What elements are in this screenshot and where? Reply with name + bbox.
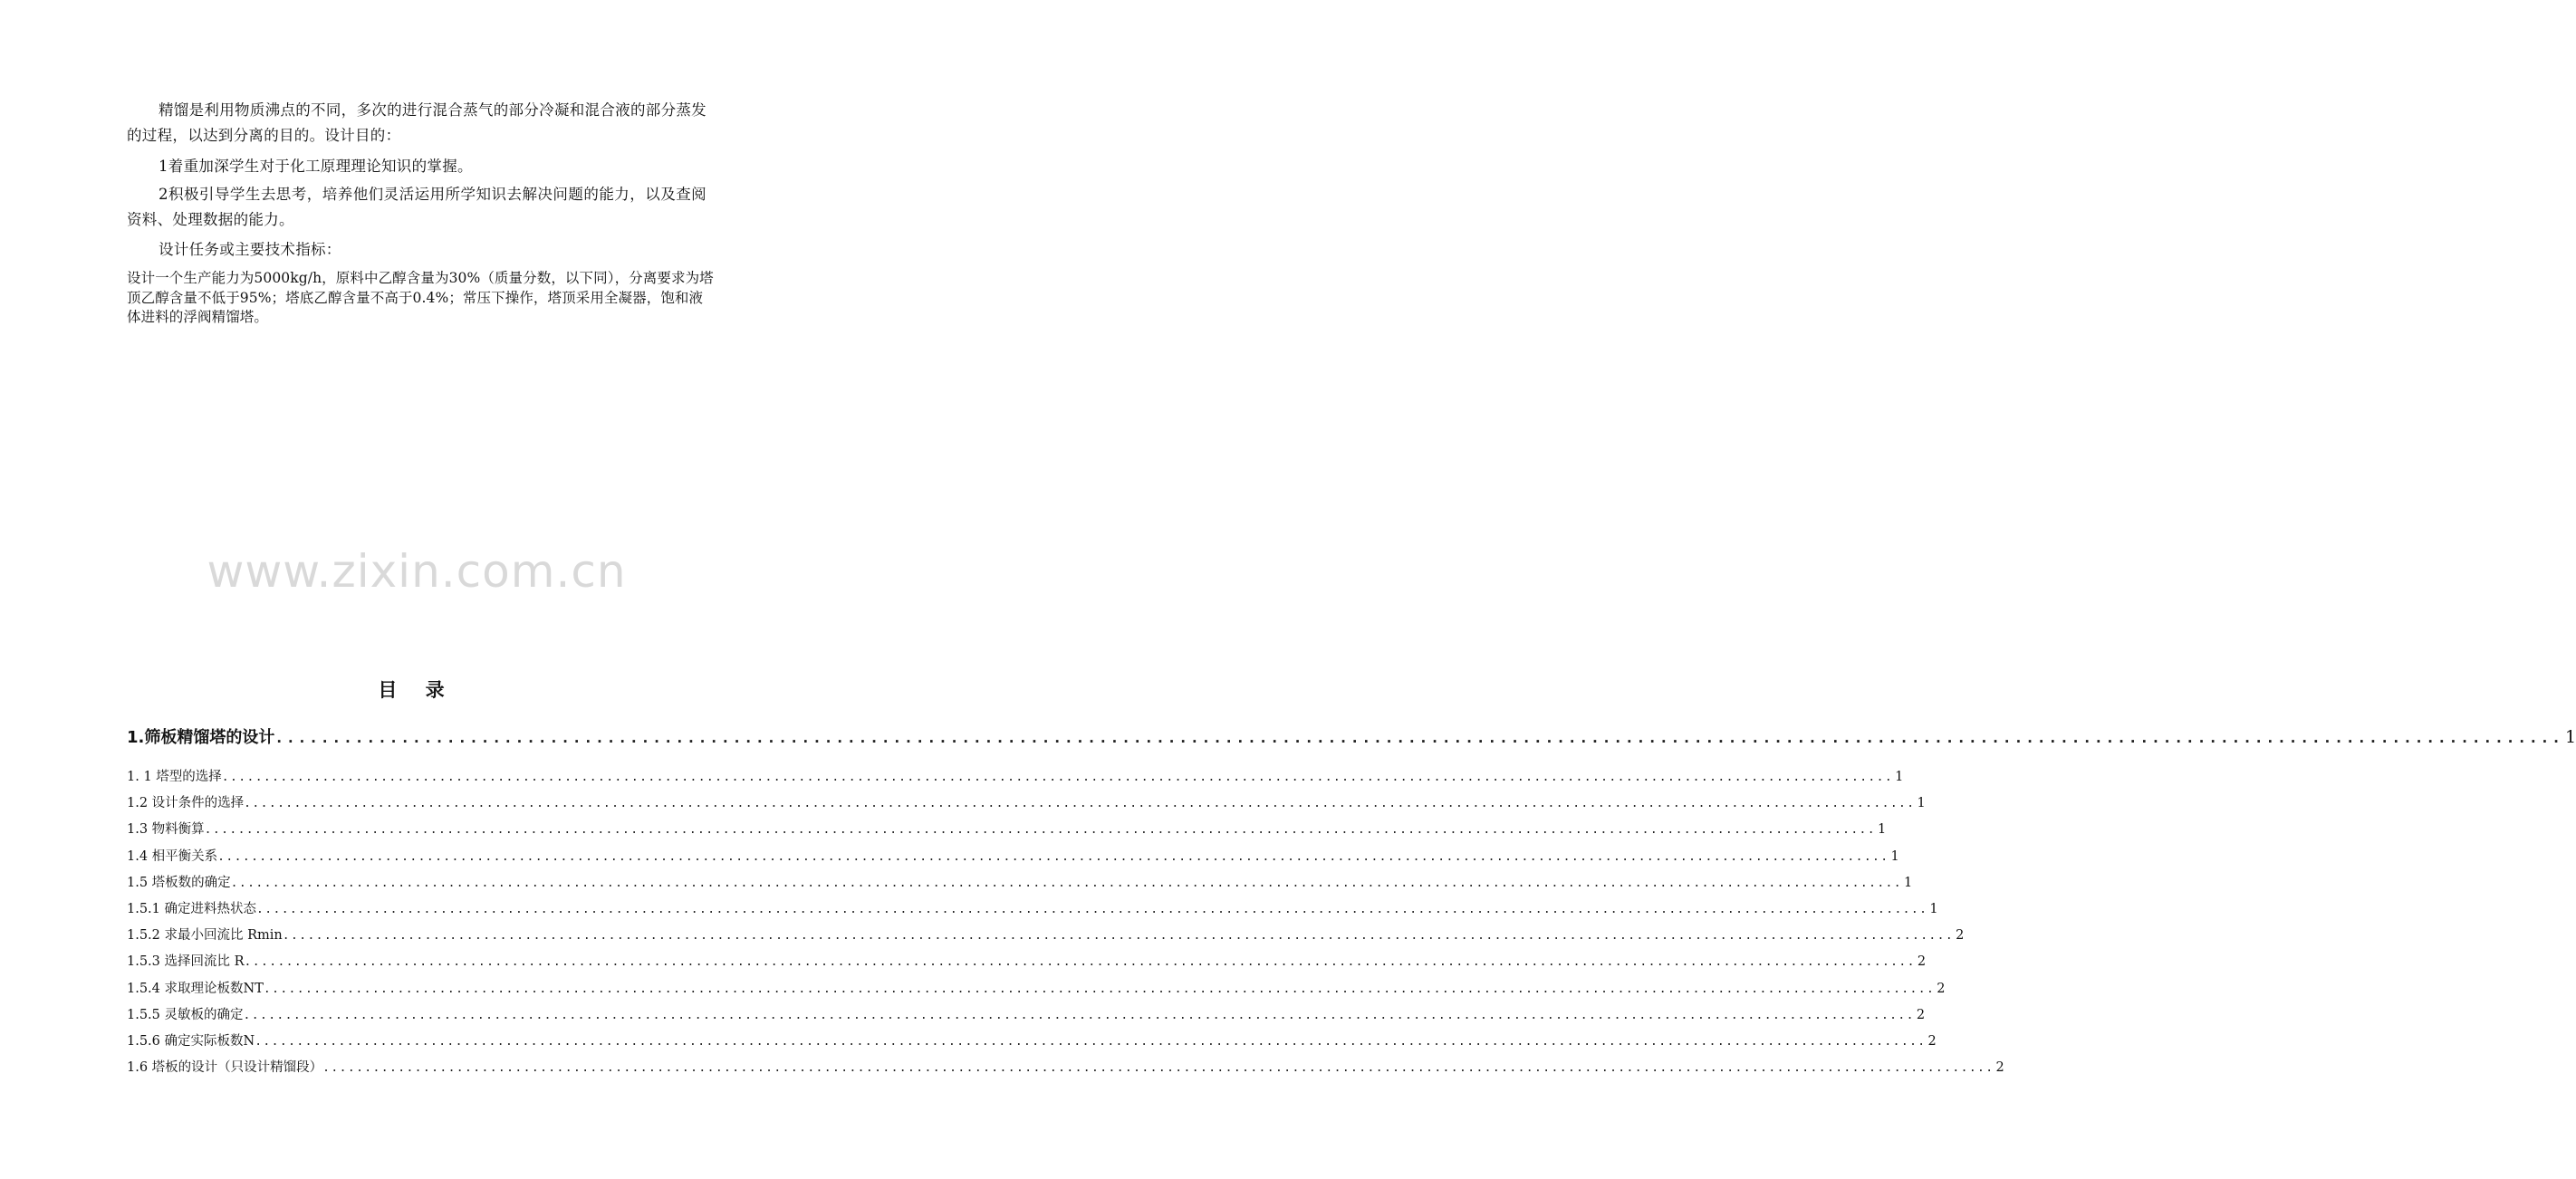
toc-title: 目 录	[378, 679, 456, 701]
toc-entry-label: 1. 1 塔型的选择	[127, 770, 222, 784]
toc-leader-dots: ........................................................................................................................................................................................................	[230, 876, 1903, 890]
toc-leader-dots: ........................................................................................................................................................................................................	[204, 823, 1877, 838]
toc-entry-page: 2	[1916, 1007, 1926, 1022]
toc-leader-dots: ........................................................................................................................................................................................................	[256, 903, 1928, 916]
toc-entry-label: 1.5.4 求取理论板数NT	[127, 981, 264, 996]
toc-entry-page: 1	[1929, 902, 1938, 916]
toc-entry-page: 1	[1917, 796, 1926, 811]
toc-entry-page: 1	[1895, 770, 1904, 784]
toc-entry-page: 1	[1890, 848, 1899, 864]
toc-entry[interactable]	[127, 898, 1938, 917]
design-task-paragraph: 设计一个生产能力为5000kg/h，原料中乙醇含量为30%（质量分数，以下同），分离要求为塔顶乙醇含量不低于95%；塔底乙醇含量不高于0.4%；常压下操作，塔顶采用全凝器，饱和液体进料的浮阀精馏塔。	[127, 270, 714, 325]
toc-leader-dots: ........................................................................................................................................................................................................	[322, 1061, 1994, 1076]
toc-leader-dots: ........................................................................................................................................................................................................	[244, 955, 1916, 970]
toc-leader-dots: ........................................................................................................................................................................................................	[217, 849, 1889, 864]
toc-entry-label: 1.5.6 确定实际板数N	[127, 1034, 255, 1049]
toc-leader-dots: ........................................................................................................................................................................................................	[243, 1008, 1915, 1022]
toc-entry-label: 1.5.5 灵敏板的确定	[127, 1007, 244, 1022]
toc-leader-dots: ........................................................................................................................................................................................................	[274, 729, 2563, 746]
toc-entry[interactable]	[127, 925, 1965, 944]
toc-entry-page: 2	[1927, 1034, 1937, 1049]
toc-entry-label: 1.4 相平衡关系	[127, 848, 218, 864]
toc-entry-page: 2	[1917, 954, 1927, 970]
toc-entry-page: 2	[1995, 1060, 2004, 1076]
intro-paragraph-2: 1着重加深学生对于化工原理理论知识的掌握。	[159, 158, 473, 175]
intro-paragraph-1: 精馏是利用物质沸点的不同，多次的进行混合蒸气的部分冷凝和混合液的部分蒸发的过程，以达到分离的目的。设计目的：	[127, 101, 706, 144]
toc-entry[interactable]	[127, 1004, 1926, 1023]
toc-entry[interactable]	[127, 872, 1913, 891]
toc-entry-label: 1.5.2 求最小回流比 Rmin	[127, 928, 283, 944]
toc-entry-label: 1.5 塔板数的确定	[127, 875, 231, 890]
toc-entry-label: 1.5.3 选择回流比 R	[127, 954, 245, 970]
toc-entry[interactable]	[127, 819, 1887, 838]
toc-entry-label: 1.3 物料衡算	[127, 822, 205, 838]
toc-entry-page: 1	[1878, 822, 1887, 838]
toc-entry[interactable]	[127, 951, 1927, 970]
toc-entry-page: 1	[1904, 875, 1913, 890]
toc-leader-dots: ........................................................................................................................................................................................................	[221, 771, 1894, 784]
intro-paragraph-3: 2积极引导学生去思考，培养他们灵活运用所学知识去解决问题的能力，以及查阅资料、处理数据的能力。	[127, 186, 706, 228]
toc-main-entry[interactable]	[127, 724, 2576, 748]
toc-entry-label: 1.2 设计条件的选择	[127, 796, 245, 811]
toc-entry-page: 1	[2564, 727, 2576, 747]
toc-entry[interactable]	[127, 1030, 1937, 1050]
toc-entry-label: 1.筛板精馏塔的设计	[127, 728, 275, 747]
toc-leader-dots: ........................................................................................................................................................................................................	[244, 797, 1916, 811]
toc-leader-dots: ........................................................................................................................................................................................................	[282, 929, 1955, 944]
toc-entry[interactable]	[127, 792, 1926, 811]
intro-paragraph-4: 设计任务或主要技术指标：	[159, 241, 341, 258]
toc-entry[interactable]	[127, 846, 1899, 865]
toc-entry[interactable]	[127, 1057, 2004, 1076]
toc-leader-dots: ........................................................................................................................................................................................................	[263, 982, 1936, 996]
toc-entry[interactable]	[127, 766, 1904, 785]
toc-entry-page: 2	[1937, 981, 1946, 996]
toc-entry[interactable]	[127, 978, 1946, 997]
toc-entry-page: 2	[1956, 928, 1965, 944]
toc-leader-dots: ........................................................................................................................................................................................................	[255, 1035, 1927, 1049]
toc-entry-label: 1.6 塔板的设计（只设计精馏段）	[127, 1060, 323, 1076]
toc-entry-label: 1.5.1 确定进料热状态	[127, 902, 257, 916]
watermark: www.zixin.com.cn	[207, 545, 627, 598]
